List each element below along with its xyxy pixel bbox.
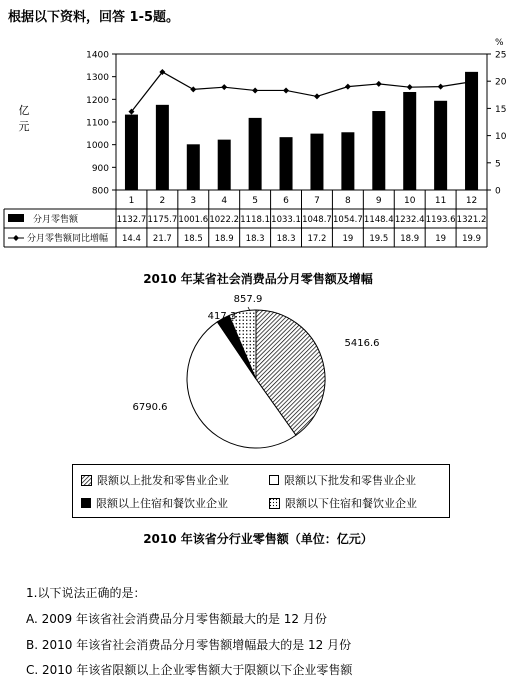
bar-value-label: 1148.4 <box>363 215 394 225</box>
left-tick-label: 900 <box>91 163 109 174</box>
bar-key <box>8 214 24 222</box>
hatch-swatch <box>81 475 92 486</box>
left-axis-unit: 亿 <box>18 104 30 117</box>
plot-frame <box>116 54 487 190</box>
line-value-label: 19.5 <box>369 234 389 244</box>
bar <box>218 140 231 190</box>
line-series-name: 分月零售额同比增幅 <box>27 234 109 244</box>
legend-label: 限额以下住宿和餐饮业企业 <box>285 497 417 510</box>
bar-value-label: 1118.1 <box>240 215 270 225</box>
bar <box>434 101 447 190</box>
chart2-caption: 2010 年该省分行业零售额（单位：亿元） <box>143 532 373 546</box>
category-label: 12 <box>465 196 478 206</box>
bar-value-label: 1232.4 <box>394 215 425 225</box>
legend-item-above-wholesale <box>81 472 229 488</box>
intro-text: 根据以下资料，回答 1-5题。 <box>8 10 180 25</box>
line-value-label: 18.5 <box>183 234 203 244</box>
bar-value-label: 1132.7 <box>116 215 147 225</box>
category-label: 5 <box>252 196 258 206</box>
bar-value-label: 1033.1 <box>271 215 301 225</box>
monthly-retail-chart <box>0 0 516 260</box>
legend-item-above-catering <box>81 495 228 511</box>
option-a: A. 2009 年该省社会消费品分月零售额最大的是 12 月份 <box>26 612 327 626</box>
line-value-label: 18.9 <box>400 234 420 244</box>
right-axis-unit: % <box>495 38 504 48</box>
white-swatch <box>269 475 279 485</box>
option-c: C. 2010 年该省限额以上企业零售额大于限额以下企业零售额 <box>26 663 353 677</box>
line-value-label: 19 <box>435 234 447 244</box>
bar <box>341 132 354 190</box>
pie-legend <box>72 464 450 518</box>
right-tick-label: 15 <box>495 104 507 115</box>
category-label: 6 <box>283 196 289 206</box>
chart1-caption: 2010 年某省社会消费品分月零售额及增幅 <box>143 272 373 286</box>
line-value-label: 14.4 <box>121 234 141 244</box>
left-tick-label: 1100 <box>86 118 109 129</box>
left-tick-label: 1000 <box>86 141 109 152</box>
category-label: 7 <box>314 196 320 206</box>
legend-item-below-catering <box>269 495 417 511</box>
left-tick-label: 1400 <box>86 50 109 61</box>
legend-item-below-wholesale <box>269 472 416 488</box>
bar-value-label: 1175.7 <box>147 215 178 225</box>
line-point <box>407 84 413 90</box>
line-value-label: 19 <box>342 234 354 244</box>
line-value-label: 17.2 <box>307 234 327 244</box>
right-tick-label: 0 <box>495 186 501 197</box>
category-label: 4 <box>221 196 228 206</box>
line-value-label: 21.7 <box>152 234 172 244</box>
line-point <box>438 84 444 90</box>
question-stem: 1.以下说法正确的是： <box>26 586 146 600</box>
bar <box>125 115 138 190</box>
left-tick-label: 1200 <box>86 95 109 106</box>
line-point <box>314 93 320 99</box>
line-point <box>283 87 289 93</box>
legend-label: 限额以上住宿和餐饮业企业 <box>96 497 228 510</box>
bar-value-label: 1193.6 <box>425 215 456 225</box>
bar-value-label: 1048.7 <box>302 215 332 225</box>
bar <box>280 137 293 190</box>
bar-value-label: 1022.2 <box>209 215 240 225</box>
pie-value-label: 6790.6 <box>132 402 168 413</box>
dots-swatch <box>269 498 280 509</box>
left-tick-label: 1300 <box>86 73 109 84</box>
category-label: 11 <box>434 196 447 206</box>
bar-value-label: 1321.2 <box>456 215 487 225</box>
bar-series-name: 分月零售额 <box>33 215 79 225</box>
line-key-marker <box>13 235 19 241</box>
industry-pie-chart <box>0 280 516 460</box>
right-tick-label: 10 <box>495 132 507 143</box>
category-label: 10 <box>403 196 416 206</box>
line-value-label: 18.3 <box>245 234 265 244</box>
line-value-label: 18.9 <box>214 234 234 244</box>
pie-value-label: 417.3 <box>207 311 237 322</box>
bar <box>310 134 323 190</box>
line-point <box>376 81 382 87</box>
line-point <box>190 86 196 92</box>
bar <box>465 72 478 190</box>
right-tick-label: 5 <box>495 159 501 170</box>
legend-label: 限额以上批发和零售业企业 <box>97 474 229 487</box>
bar <box>403 92 416 190</box>
bar <box>372 111 385 190</box>
bar-value-label: 1054.7 <box>333 215 363 225</box>
pie-value-label: 857.9 <box>233 294 263 305</box>
bar <box>187 144 200 190</box>
growth-line <box>131 72 471 112</box>
black-swatch <box>81 498 91 508</box>
line-point <box>252 87 258 93</box>
line-value-label: 19.9 <box>462 234 482 244</box>
bar-value-label: 1001.6 <box>178 215 209 225</box>
right-tick-label: 25 <box>495 50 507 61</box>
line-point <box>345 84 351 90</box>
left-axis-unit: 元 <box>18 120 30 133</box>
left-tick-label: 800 <box>91 186 109 197</box>
right-tick-label: 20 <box>495 77 507 88</box>
bar <box>156 105 169 190</box>
bar <box>249 118 262 190</box>
pie-value-label: 5416.6 <box>344 338 380 349</box>
category-label: 9 <box>375 196 382 206</box>
category-label: 2 <box>159 196 166 206</box>
line-point <box>221 84 227 90</box>
legend-label: 限额以下批发和零售业企业 <box>284 474 416 487</box>
category-label: 8 <box>345 196 351 206</box>
category-label: 1 <box>128 196 135 206</box>
line-value-label: 18.3 <box>276 234 296 244</box>
category-label: 3 <box>190 196 197 206</box>
option-b: B. 2010 年该省社会消费品分月零售额增幅最大的是 12 月份 <box>26 638 352 652</box>
